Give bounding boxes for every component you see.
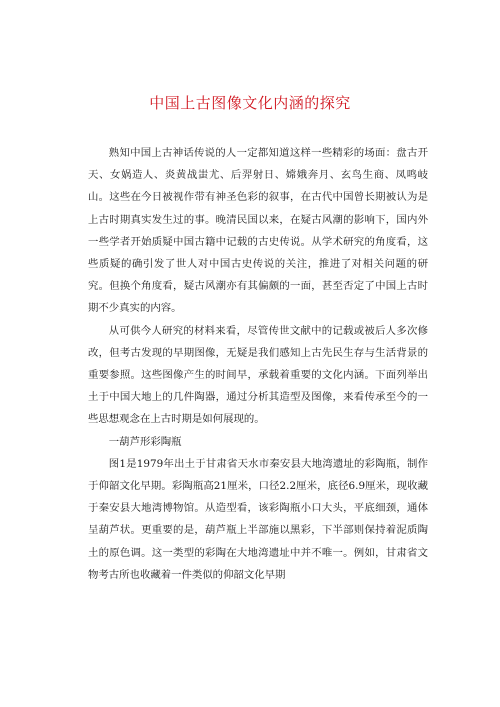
paragraph-intro: 熟知中国上古神话传说的人一定都知道这样一些精彩的场面：盘古开天、女娲造人、炎黄战蚩尤、后羿射日、嫦娥奔月、玄鸟生商、凤鸣岐山。这些在今日被视作带有神圣色彩的叙事，在古代中国曾长期被认为是上古时期真实发生过的事。晚清民国以来，在疑古风潮的影响下，国内外一些学者开始质疑中国古籍中记载的古史传说。从学术研究的角度看，这些质疑的确引发了世人对中国古史传说的关注，推进了对相关问题的研究。但换个角度看，疑古风潮亦有其偏颇的一面，甚至否定了中国上古时期不少真实的内容。 <box>88 147 428 315</box>
section-heading-gourd-vase: 一葫芦形彩陶瓶 <box>108 435 182 448</box>
paragraph-figure-1: 图1是1979年出土于甘肃省天水市秦安县大地湾遗址的彩陶瓶，制作于仰韶文化早期。彩陶瓶高21厘米，口径2.2厘米，底径6.9厘米，现收藏于秦安县大地湾博物馆。从造型看，该彩陶瓶小口大头，平底细颈，通体呈葫芦状。更重要的是，葫芦瓶上半部施以黑彩，下半部则保持着泥质陶土的原色调。这一类型的彩陶在大地湾遗址中并不唯一。例如，甘肃省文物考古所也收藏着一件类似的仰韶文化早期 <box>88 457 428 581</box>
document-title: 中国上古图像文化内涵的探究 <box>149 94 351 112</box>
document-body <box>88 142 428 586</box>
paragraph-materials: 从可供今人研究的材料来看，尽管传世文献中的记载或被后人多次修改，但考古发现的早期图像，无疑是我们感知上古先民生存与生活背景的重要参照。这些图像产生的时间早，承载着重要的文化内涵。下面列举出土于中国大地上的几件陶器，通过分析其造型及图像，来看传承至今的一些思想观念在上古时期是如何展现的。 <box>88 324 428 426</box>
